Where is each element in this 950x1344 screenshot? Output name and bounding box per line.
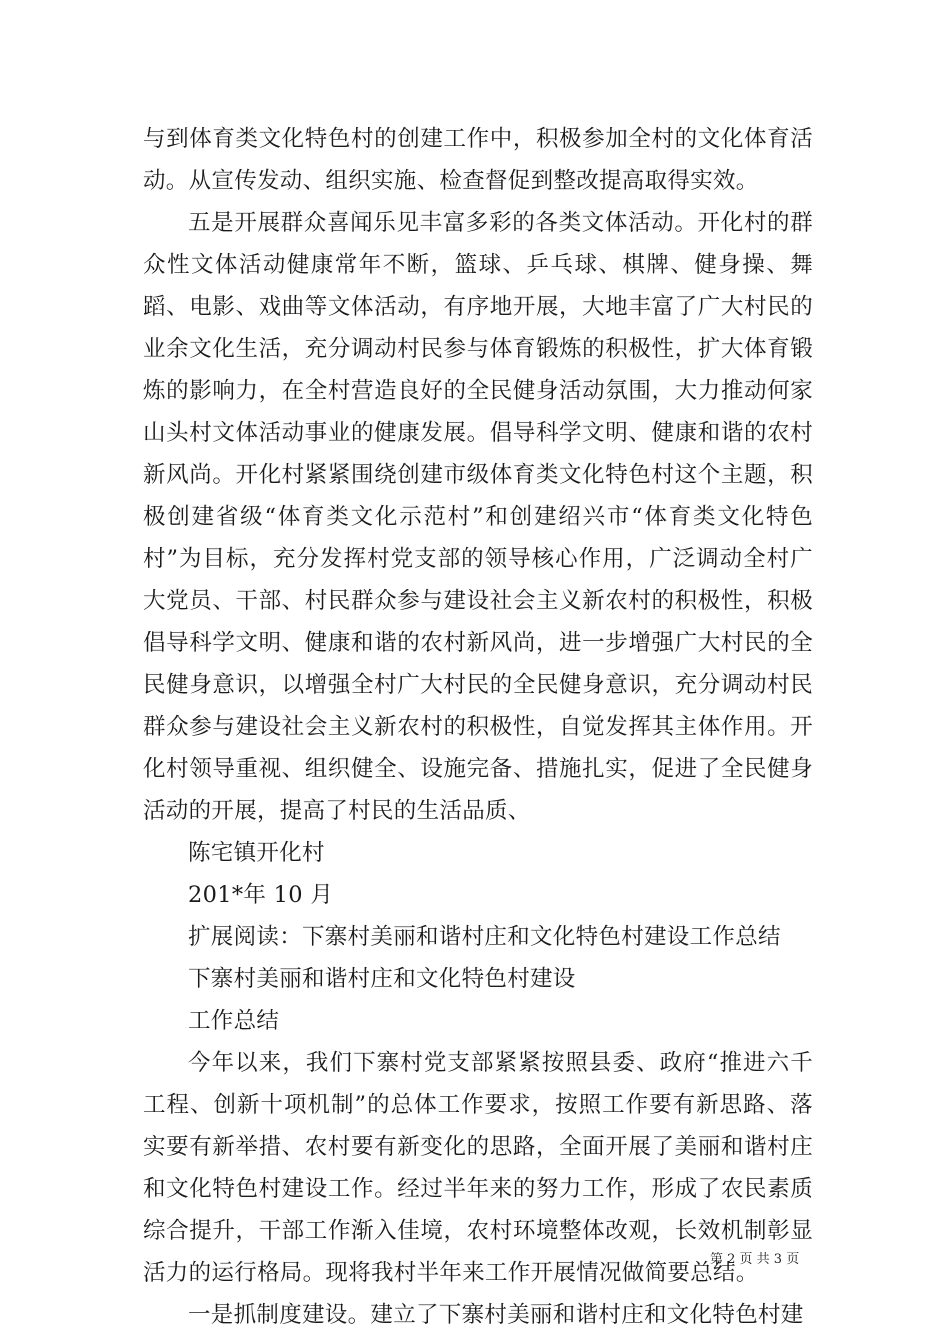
paragraph-activities: 五是开展群众喜闻乐见丰富多彩的各类文体活动。开化村的群众性文体活动健康常年不断，篮球、乒乓球、棋牌、健身操、舞蹈、电影、戏曲等文体活动，有序地开展，大地丰富了广大村民的业余文化生活，充分调动村民参与体育锻炼的积极性，扩大体育锻炼的影响力，在全村营造良好的全民健身活动氛围，大力推动何家山头村文体活动事业的健康发展。倡导科学文明、健康和谐的农村新风尚。开化村紧紧围绕创建市级体育类文化特色村这个主题，积极创建省级“体育类文化示范村”和创建绍兴市“体育类文化特色村”为目标，充分发挥村党支部的领导核心作用，广泛调动全村广大党员、干部、村民群众参与建设社会主义新农村的积极性，积极倡导科学文明、健康和谐的农村新风尚，进一步增强广大村民的全民健身意识，以增强全村广大村民的全民健身意识，充分调动村民群众参与建设社会主义新农村的积极性，自觉发挥其主体作用。开化村领导重视、组织健全、设施完备、措施扎实，促进了全民健身活动的开展，提高了村民的生活品质、 (143, 210, 813, 824)
report-subtitle: 工作总结 (188, 1008, 280, 1034)
paragraph-intro: 今年以来，我们下寨村党支部紧紧按照县委、政府“推进六千工程、创新十项机制”的总体工作要求，按照工作要有新思路、落实要有新举措、农村要有新变化的思路，全面开展了美丽和谐村庄和文化特色村建设工作。经过半年来的努力工作，形成了农民素质综合提升，干部工作渐入佳境，农村环境整体改观，长效机制彰显活力的运行格局。现将我村半年来工作开展情况做简要总结。 (143, 1050, 813, 1286)
report-title: 下寨村美丽和谐村庄和文化特色村建设 (188, 966, 576, 992)
extended-reading-heading: 扩展阅读：下寨村美丽和谐村庄和文化特色村建设工作总结 (188, 924, 781, 950)
paragraph-continued: 与到体育类文化特色村的创建工作中，积极参加全村的文化体育活动。从宣传发动、组织实施、检查督促到整改提高取得实效。 (143, 126, 813, 194)
signature-village: 陈宅镇开化村 (188, 840, 325, 866)
page-number: 第 2 页 共 3 页 (710, 1252, 800, 1267)
document-body (143, 118, 813, 1336)
paragraph-point-one: 一是抓制度建设。建立了下寨村美丽和谐村庄和文化特色村建 (188, 1302, 804, 1328)
signature-date: 201*年 10 月 (188, 882, 334, 908)
